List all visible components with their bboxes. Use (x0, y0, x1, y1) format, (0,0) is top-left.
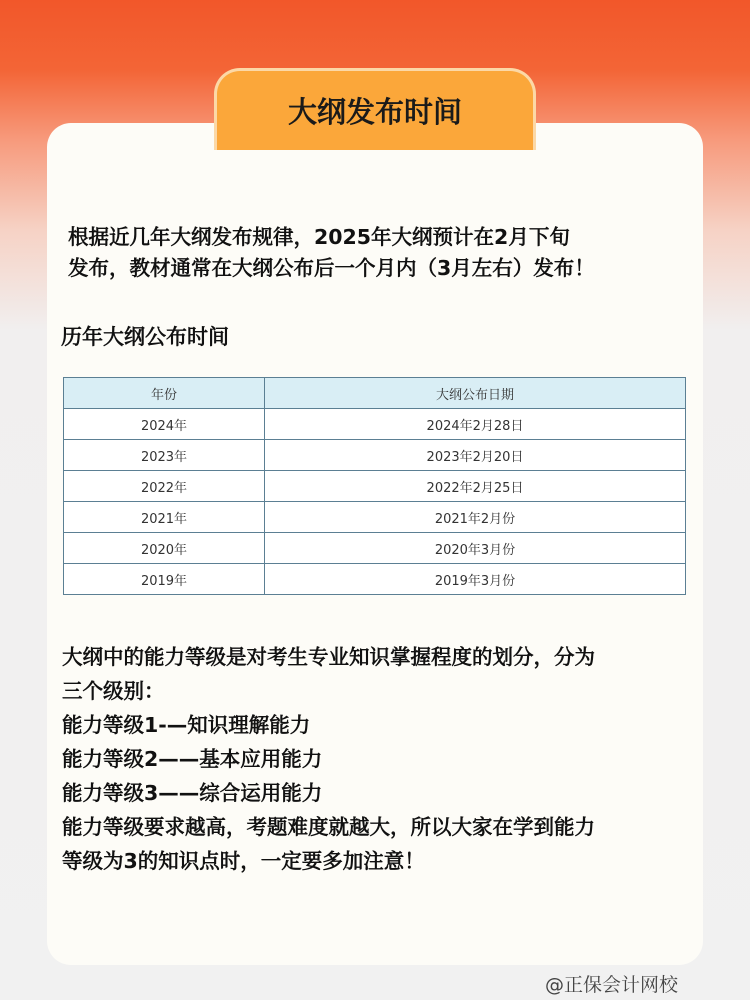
levels-line: 能力等级要求越高，考题难度就越大，所以大家在学到能力 (62, 815, 595, 839)
levels-line: 大纲中的能力等级是对考生专业知识掌握程度的划分，分为 (62, 645, 595, 669)
intro-line: 根据近几年大纲发布规律，2025年大纲预计在2月下旬 (68, 225, 570, 249)
levels-line: 能力等级2——基本应用能力 (62, 747, 323, 771)
table-row (64, 409, 686, 440)
cell-year: 2023年 (64, 440, 265, 471)
cell-date: 2023年2月20日 (265, 440, 686, 471)
page-title (214, 68, 536, 150)
column-header-date: 大纲公布日期 (265, 378, 686, 409)
cell-date: 2022年2月25日 (265, 471, 686, 502)
section-title: 历年大纲公布时间 (61, 325, 229, 349)
table-row (64, 471, 686, 502)
table-row (64, 564, 686, 595)
cell-date: 2020年3月份 (265, 533, 686, 564)
cell-year: 2021年 (64, 502, 265, 533)
levels-line: 能力等级3——综合运用能力 (62, 781, 323, 805)
table-header-row (64, 378, 686, 409)
cell-year: 2022年 (64, 471, 265, 502)
ability-levels-text (62, 640, 702, 878)
cell-date: 2024年2月28日 (265, 409, 686, 440)
page-title-text: 大纲发布时间 (287, 95, 462, 129)
watermark: @正保会计网校 (545, 974, 679, 996)
levels-line: 三个级别： (62, 679, 165, 703)
table-row (64, 533, 686, 564)
cell-date: 2021年2月份 (265, 502, 686, 533)
cell-year: 2019年 (64, 564, 265, 595)
intro-line: 发布，教材通常在大纲公布后一个月内（3月左右）发布！ (68, 256, 595, 280)
release-dates-table (63, 377, 686, 595)
levels-line: 等级为3的知识点时，一定要多加注意！ (62, 849, 425, 873)
cell-year: 2020年 (64, 533, 265, 564)
intro-paragraph (68, 222, 708, 284)
cell-date: 2019年3月份 (265, 564, 686, 595)
table-row (64, 502, 686, 533)
levels-line: 能力等级1-—知识理解能力 (62, 713, 311, 737)
table-row (64, 440, 686, 471)
column-header-year: 年份 (64, 378, 265, 409)
cell-year: 2024年 (64, 409, 265, 440)
